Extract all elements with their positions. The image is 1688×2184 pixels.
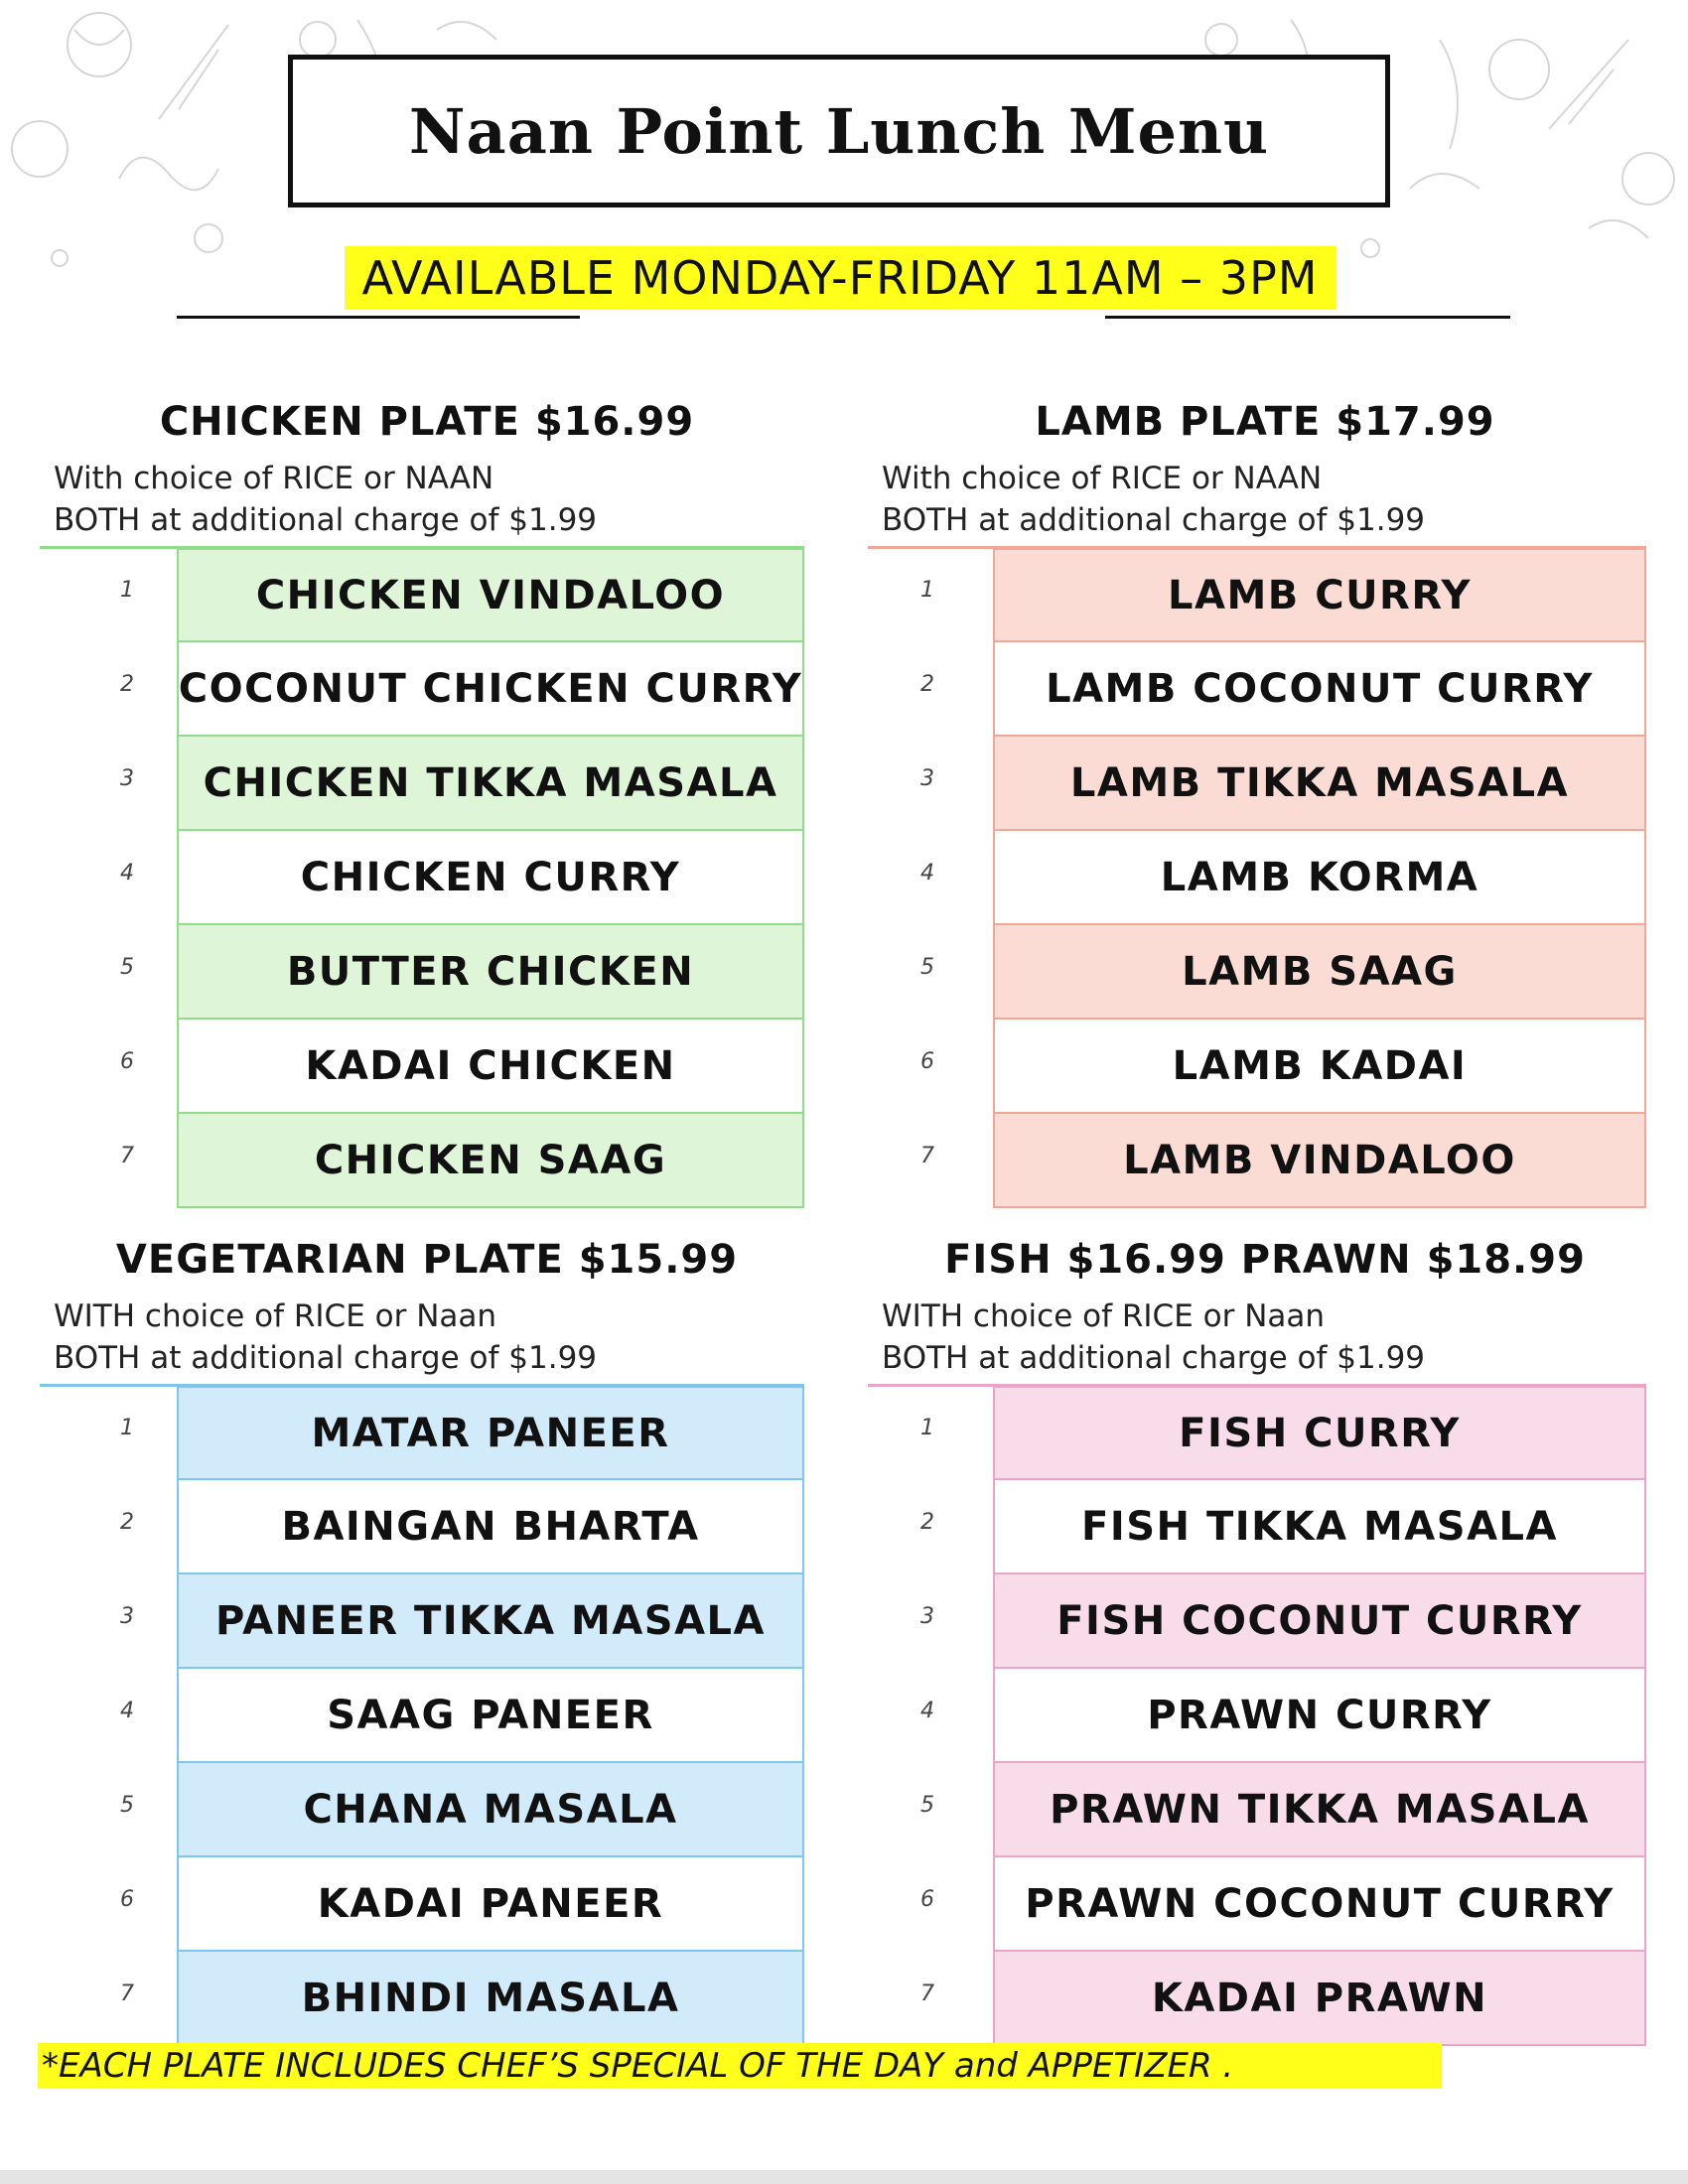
section-title: FISH $16.99 PRAWN $18.99: [944, 1237, 1586, 1283]
section-subtitle: With choice of RICE or NAAN: [882, 461, 1323, 496]
dish-name: PRAWN TIKKA MASALA: [993, 1763, 1646, 1857]
item-number: 5: [920, 1793, 934, 1818]
dish-name: CHANA MASALA: [177, 1763, 804, 1857]
dish-name: FISH CURRY: [993, 1386, 1646, 1480]
dish-name: BUTTER CHICKEN: [177, 925, 804, 1020]
dish-name: SAAG PANEER: [177, 1669, 804, 1763]
dish-name: FISH TIKKA MASALA: [993, 1480, 1646, 1574]
dish-name: LAMB SAAG: [993, 925, 1646, 1020]
item-number: 3: [920, 766, 934, 791]
section-subtitle: With choice of RICE or NAAN: [54, 461, 494, 496]
dish-name: CHICKEN CURRY: [177, 831, 804, 925]
item-number: 1: [920, 578, 934, 603]
section-title: LAMB PLATE $17.99: [1035, 399, 1495, 445]
section-subtitle: WITH choice of RICE or Naan: [882, 1298, 1326, 1334]
item-number: 4: [920, 861, 934, 886]
item-number: 7: [120, 1981, 134, 2006]
dish-name: PANEER TIKKA MASALA: [177, 1574, 804, 1669]
item-number: 3: [120, 1604, 134, 1629]
item-number: 7: [920, 1981, 934, 2006]
divider-right: [1105, 316, 1510, 319]
item-number: 6: [120, 1887, 134, 1912]
dish-name: LAMB KADAI: [993, 1020, 1646, 1114]
divider-left: [177, 316, 580, 319]
item-number: 7: [920, 1144, 934, 1168]
dish-name: KADAI PANEER: [177, 1857, 804, 1952]
dish-name: CHICKEN SAAG: [177, 1114, 804, 1208]
item-number: 6: [120, 1049, 134, 1074]
dish-name: CHICKEN VINDALOO: [177, 548, 804, 642]
dish-name: LAMB CURRY: [993, 548, 1646, 642]
dish-name: PRAWN COCONUT CURRY: [993, 1857, 1646, 1952]
section-subtitle: BOTH at additional charge of $1.99: [882, 1340, 1426, 1376]
item-number: 5: [920, 955, 934, 980]
dish-name: FISH COCONUT CURRY: [993, 1574, 1646, 1669]
item-number: 4: [920, 1699, 934, 1723]
section-subtitle: BOTH at additional charge of $1.99: [882, 502, 1426, 538]
section-subtitle: BOTH at additional charge of $1.99: [54, 1340, 598, 1376]
item-number: 2: [920, 672, 934, 697]
dish-name: LAMB VINDALOO: [993, 1114, 1646, 1208]
item-number: 7: [120, 1144, 134, 1168]
menu-title: Naan Point Lunch Menu: [408, 94, 1270, 168]
item-number: 3: [120, 766, 134, 791]
item-number: 5: [120, 955, 134, 980]
dish-name: BHINDI MASALA: [177, 1952, 804, 2046]
dish-name: KADAI CHICKEN: [177, 1020, 804, 1114]
item-number: 3: [920, 1604, 934, 1629]
dish-name: CHICKEN TIKKA MASALA: [177, 737, 804, 831]
footnote-banner: *EACH PLATE INCLUDES CHEF’S SPECIAL OF THE DAY and APPETIZER .: [38, 2043, 1442, 2089]
page-bottom-edge: [0, 2170, 1688, 2184]
dish-name: KADAI PRAWN: [993, 1952, 1646, 2046]
item-number: 1: [120, 578, 134, 603]
dish-name: PRAWN CURRY: [993, 1669, 1646, 1763]
dish-name: LAMB COCONUT CURRY: [993, 642, 1646, 737]
item-number: 4: [120, 1699, 134, 1723]
dish-name: BAINGAN BHARTA: [177, 1480, 804, 1574]
item-number: 2: [920, 1510, 934, 1535]
section-title: CHICKEN PLATE $16.99: [159, 399, 695, 445]
dish-name: LAMB KORMA: [993, 831, 1646, 925]
item-number: 2: [120, 1510, 134, 1535]
item-number: 4: [120, 861, 134, 886]
dish-name: LAMB TIKKA MASALA: [993, 737, 1646, 831]
item-number: 1: [920, 1416, 934, 1440]
section-subtitle: BOTH at additional charge of $1.99: [54, 502, 598, 538]
item-number: 1: [120, 1416, 134, 1440]
dish-name: MATAR PANEER: [177, 1386, 804, 1480]
item-number: 6: [920, 1887, 934, 1912]
availability-banner: AVAILABLE MONDAY-FRIDAY 11AM – 3PM: [345, 246, 1336, 310]
item-number: 5: [120, 1793, 134, 1818]
dish-name: COCONUT CHICKEN CURRY: [177, 642, 804, 737]
item-number: 6: [920, 1049, 934, 1074]
title-box: [288, 55, 1390, 207]
section-subtitle: WITH choice of RICE or Naan: [54, 1298, 497, 1334]
section-title: VEGETARIAN PLATE $15.99: [115, 1237, 739, 1283]
item-number: 2: [120, 672, 134, 697]
